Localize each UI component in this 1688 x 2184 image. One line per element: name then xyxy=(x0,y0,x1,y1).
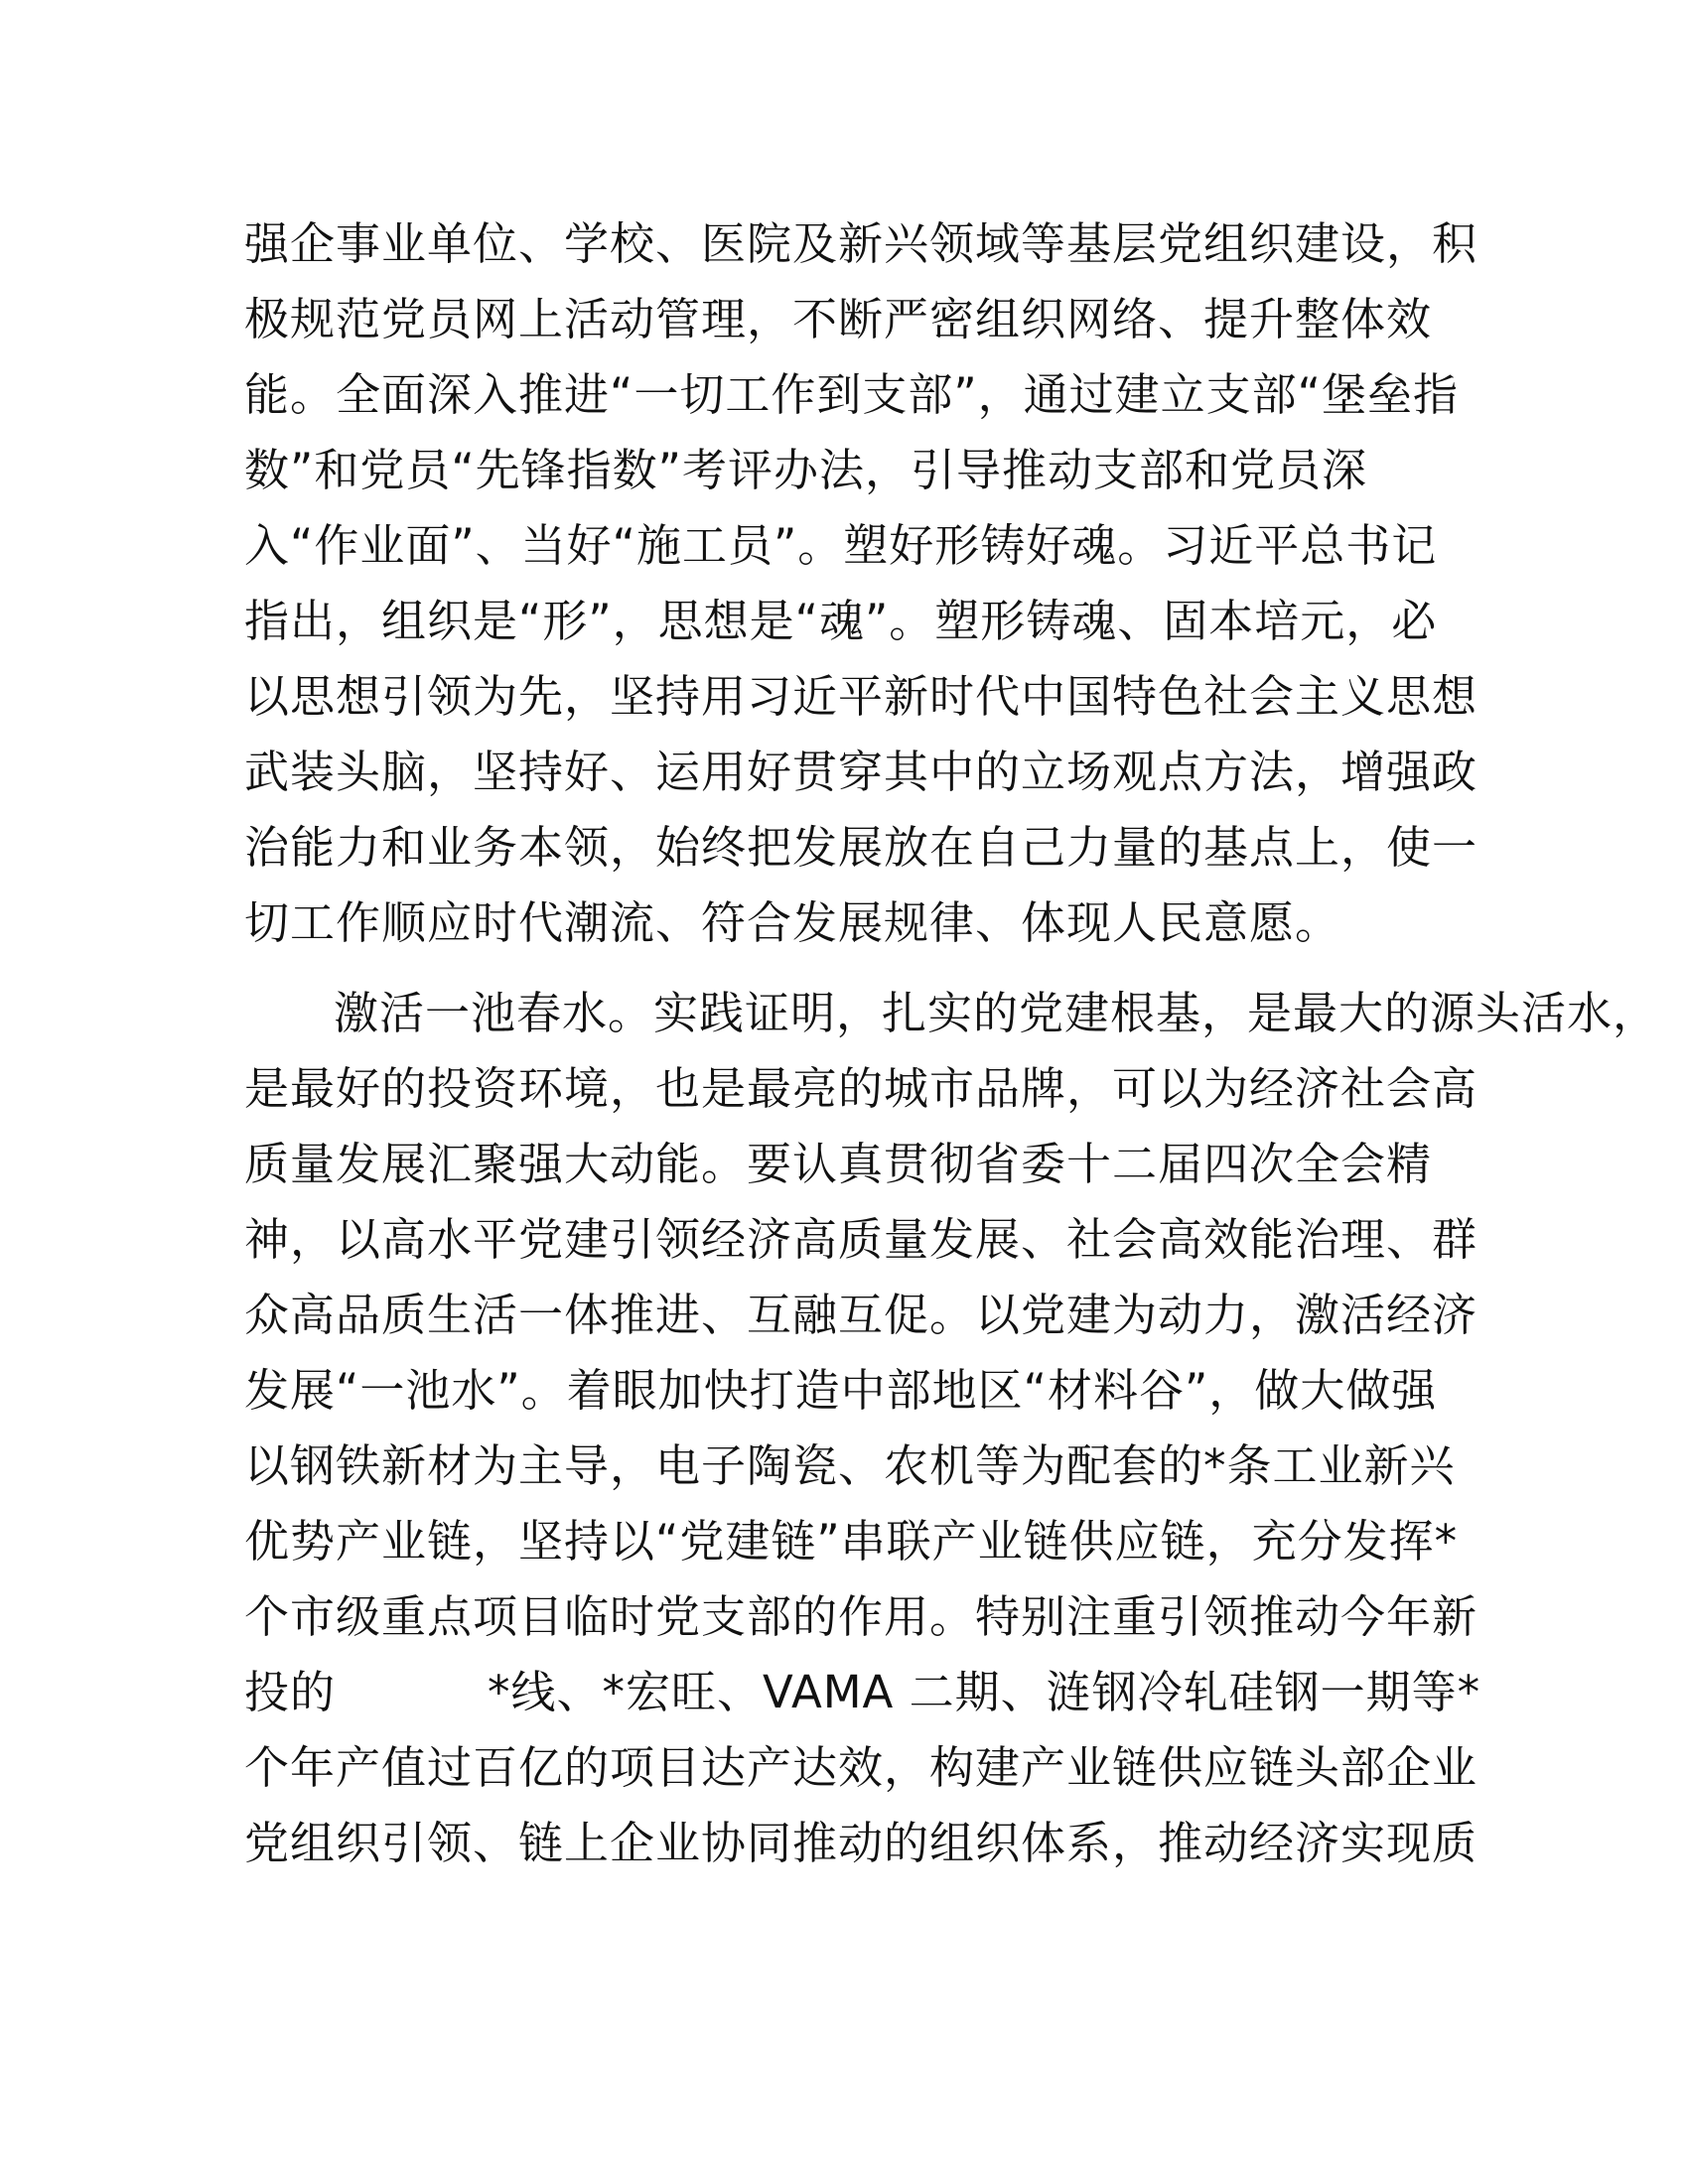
text-line: 极规范党员网上活动管理，不断严密组织网络、提升整体效 xyxy=(244,293,1433,345)
text-line: 入“作业面”、当好“施工员”。塑好形铸好魂。习近平总书记 xyxy=(244,519,1438,572)
text-line: 神，以高水平党建引领经济高质量发展、社会高效能治理、群 xyxy=(244,1213,1478,1266)
text-line: 质量发展汇聚强大动能。要认真贯彻省委十二届四次全会精 xyxy=(244,1138,1433,1190)
text-line: 治能力和业务本领，始终把发展放在自己力量的基点上，使一 xyxy=(244,821,1478,874)
paragraph-first-line: 激活一池春水。实践证明，扎实的党建根基，是最大的源头活水， xyxy=(334,987,1659,1039)
text-line: 切工作顺应时代潮流、符合发展规律、体现人民意愿。 xyxy=(244,896,1341,949)
text-line: 党组织引领、链上企业协同推动的组织体系，推动经济实现质 xyxy=(244,1817,1478,1869)
text-line: 指出，组织是“形”，思想是“魂”。塑形铸魂、固本培元，必 xyxy=(244,595,1438,647)
text-line: 投的 *线、*宏旺、VAMA 二期、涟钢冷轧硅钢一期等* xyxy=(244,1666,1481,1718)
text-line: 是最好的投资环境，也是最亮的城市品牌，可以为经济社会高 xyxy=(244,1062,1478,1115)
text-line: 强企事业单位、学校、医院及新兴领域等基层党组织建设，积 xyxy=(244,217,1478,270)
text-line: 以钢铁新材为主导，电子陶瓷、农机等为配套的*条工业新兴 xyxy=(244,1439,1456,1492)
text-line: 数”和党员“先锋指数”考评办法，引导推动支部和党员深 xyxy=(244,444,1367,496)
text-line: 武装头脑，坚持好、运用好贯穿其中的立场观点方法，增强政 xyxy=(244,746,1478,798)
text-line: 能。全面深入推进“一切工作到支部”，通过建立支部“堡垒指 xyxy=(244,368,1459,421)
text-line: 个年产值过百亿的项目达产达效，构建产业链供应链头部企业 xyxy=(244,1741,1478,1794)
text-line: 以思想引领为先，坚持用习近平新时代中国特色社会主义思想 xyxy=(244,670,1478,723)
text-line: 优势产业链，坚持以“党建链”串联产业链供应链，充分发挥* xyxy=(244,1515,1459,1568)
text-line: 发展“一池水”。着眼加快打造中部地区“材料谷”，做大做强 xyxy=(244,1364,1438,1417)
text-line: 众高品质生活一体推进、互融互促。以党建为动力，激活经济 xyxy=(244,1289,1478,1341)
text-line: 个市级重点项目临时党支部的作用。特别注重引领推动今年新 xyxy=(244,1590,1478,1643)
